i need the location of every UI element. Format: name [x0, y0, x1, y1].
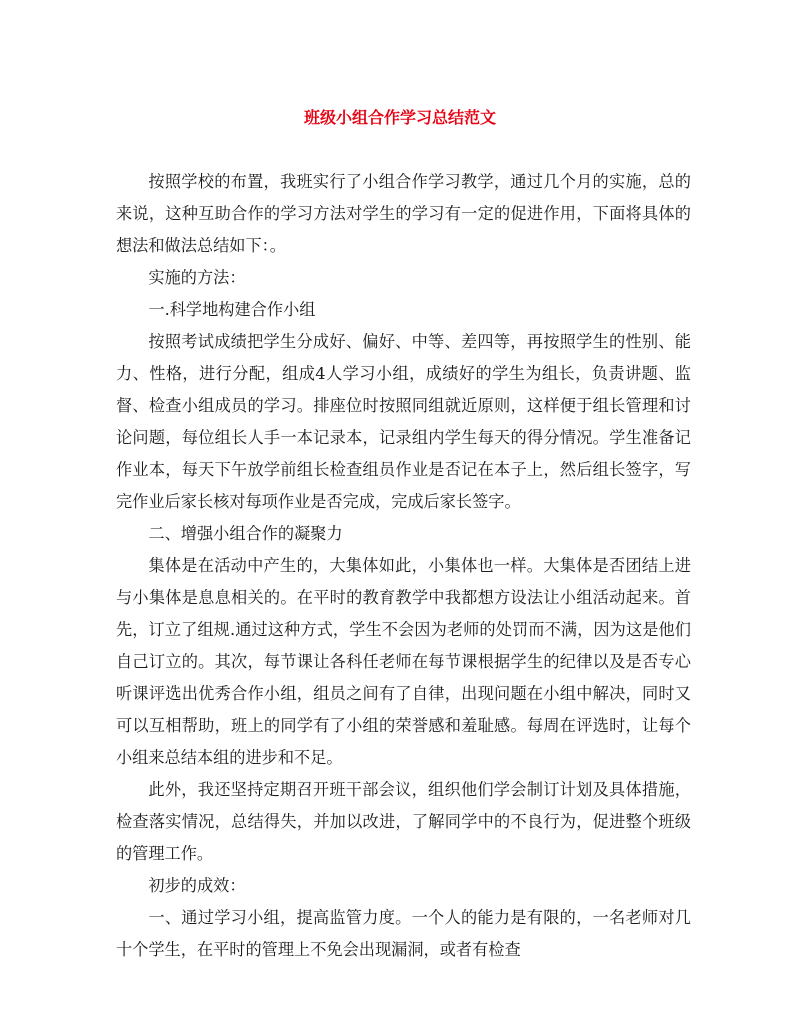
heading-cohesion: 二、增强小组合作的凝聚力 [148, 524, 343, 543]
paragraph-intro: 按照学校的布置，我班实行了小组合作学习教学，通过几个月的实施，总的来说，这种互助合作的学习方法对学生的学习有一定的促进作用，下面将具体的想法和做法总结如下：。 [116, 172, 691, 255]
document-title: 班级小组合作学习总结范文 [303, 108, 496, 127]
heading-build-groups: 一.科学地构建合作小组 [148, 300, 316, 319]
paragraph-cohesion: 集体是在活动中产生的，大集体如此，小集体也一样。大集体是否团结上进与小集体是息息相关的。在平时的教育教学中我都想方设法让小组活动起来。首先，订立了组规.通过这种方式，学生不会因为老师的处罚而不满，因为这是他们自己订立的。其次，每节课让各科任老师在每节课根据学生的纪律以及是否专心听课评选出优秀合作小组，组员之间有了自律，出现问题在小组中解决，同时又可以互相帮助，班上的同学有了小组的荣誉感和羞耻感。每周在评选时，让每个小组来总结本组的进步和不足。 [116, 556, 691, 767]
paragraph-class-meetings: 此外，我还坚持定期召开班干部会议，组织他们学会制订计划及具体措施，检查落实情况，总结得失，并加以改进，了解同学中的不良行为，促进整个班级的管理工作。 [116, 780, 691, 863]
heading-results: 初步的成效： [148, 876, 246, 895]
paragraph-results-1: 一、通过学习小组，提高监管力度。一个人的能力是有限的，一名老师对几十个学生，在平时的管理上不免会出现漏洞，或者有检查 [116, 908, 691, 959]
heading-methods: 实施的方法： [148, 268, 246, 287]
paragraph-build-groups: 按照考试成绩把学生分成好、偏好、中等、差四等，再按照学生的性别、能力、性格，进行分配，组成4人学习小组，成绩好的学生为组长，负责讲题、监督、检查小组成员的学习。排座位时按照同组就近原则，这样便于组长管理和讨论问题，每位组长人手一本记录本，记录组内学生每天的得分情况。学生准备记作业本，每天下午放学前组长检查组员作业是否记在本子上，然后组长签字，写完作业后家长核对每项作业是否完成，完成后家长签字。 [116, 332, 691, 511]
document-body [116, 166, 691, 966]
